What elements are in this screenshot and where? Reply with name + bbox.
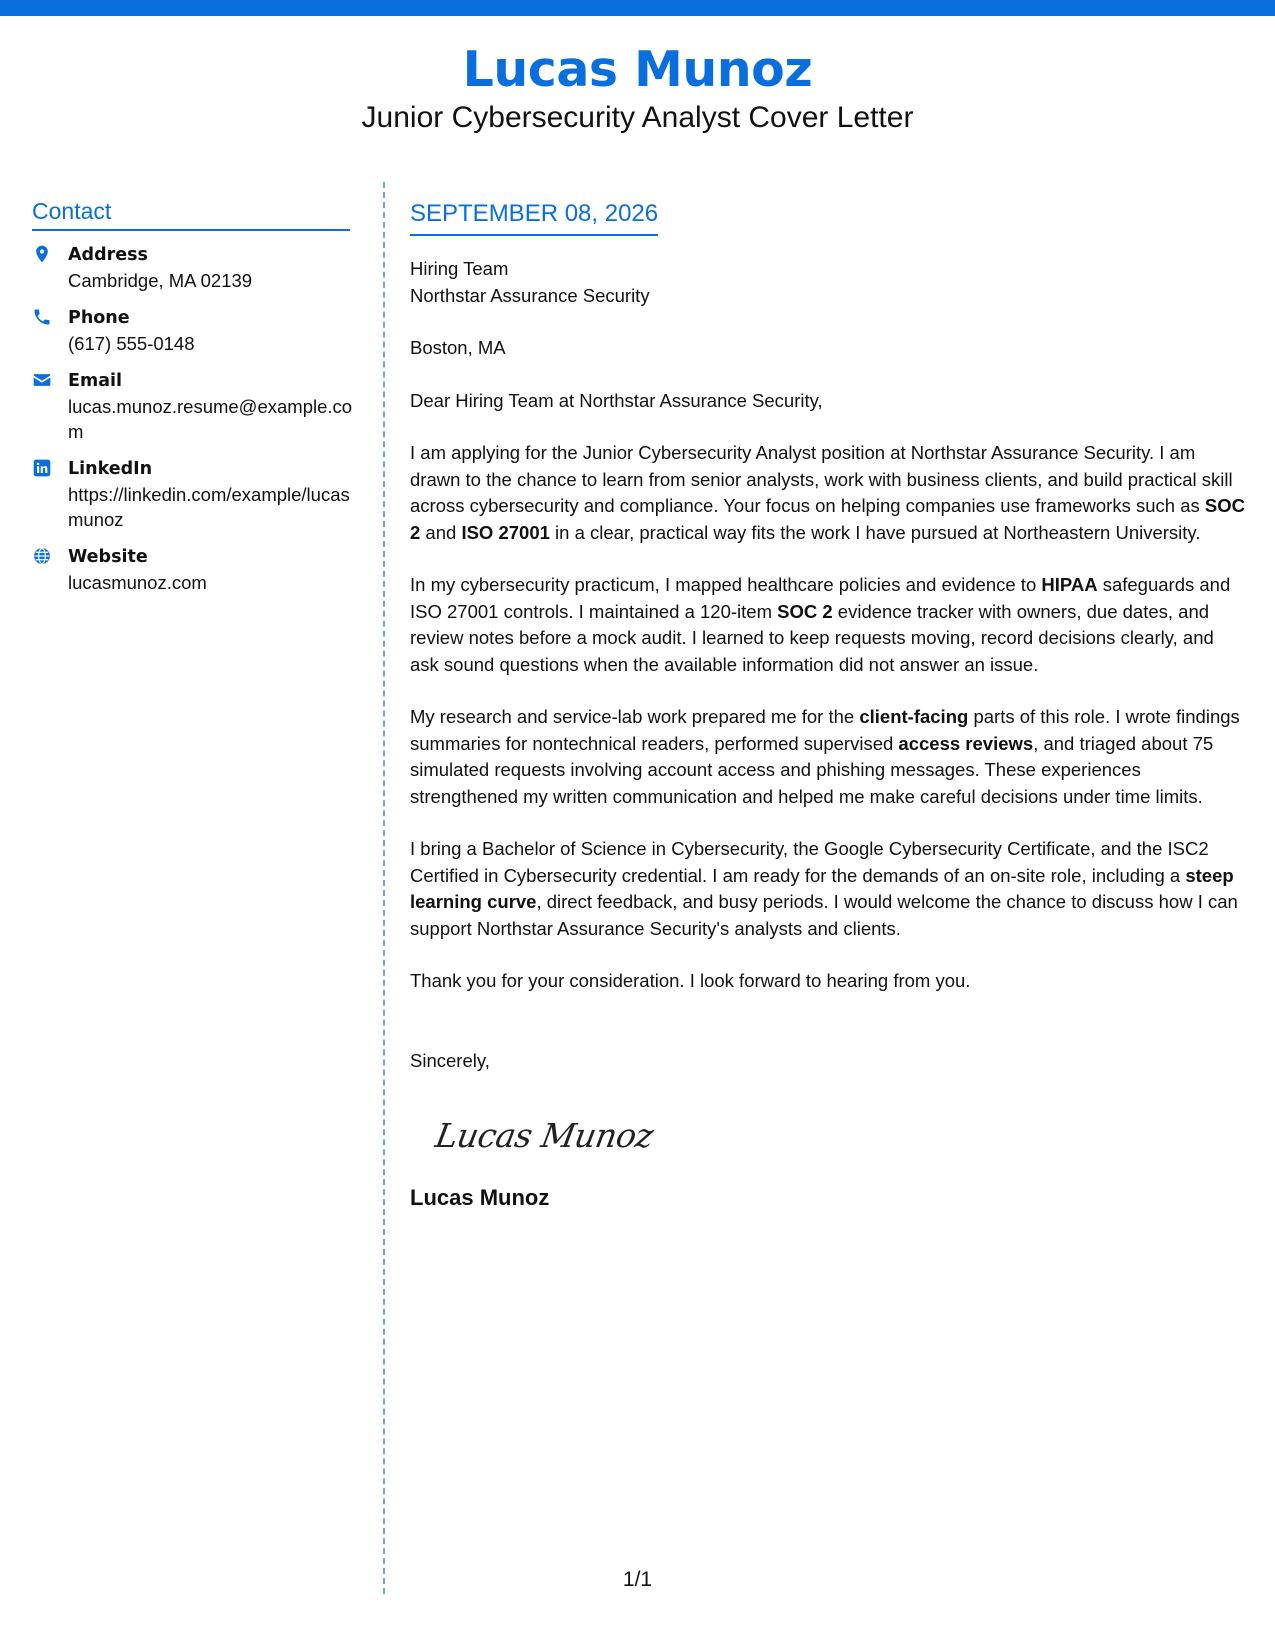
paragraph: I bring a Bachelor of Science in Cybersecurity, the Google Cybersecurity Certificate, and the ISC2 Certified in Cybersecurity credential. I am ready for the demands of an on-site role, including a steep learning curve, direct feedback, and busy periods. I would welcome the chance to discuss how I can support Northstar Assurance Security's analysts and clients. bbox=[410, 838, 1238, 939]
printed-name: Lucas Munoz bbox=[410, 1185, 550, 1210]
column-divider bbox=[383, 182, 385, 1594]
page-number: 1/1 bbox=[622, 1568, 653, 1591]
contact-item-email bbox=[32, 369, 352, 444]
recipient-line: Hiring Team bbox=[410, 258, 509, 279]
contact-sidebar bbox=[32, 196, 352, 608]
paragraph: I am applying for the Junior Cybersecurity Analyst position at Northstar Assurance Security. I am drawn to the chance to learn from senior analysts, work with business clients, and build practical skill across cybersecurity and compliance. Your focus on helping companies use frameworks such as SOC 2 and ISO 27001 in a clear, practical way fits the work I have pursued at Northeastern University. bbox=[410, 442, 1245, 543]
contact-item-address bbox=[32, 243, 352, 293]
paragraph: Thank you for your consideration. I look forward to hearing from you. bbox=[410, 970, 971, 991]
paragraph: My research and service-lab work prepared me for the client-facing parts of this role. I wrote findings summaries for nontechnical readers, performed supervised access reviews, and triaged about 75 simulated requests involving account access and phishing messages. These experiences strengthened my written communication and helped me make careful decisions under time limits. bbox=[410, 706, 1240, 807]
letter-date: SEPTEMBER 08, 2026 bbox=[410, 198, 658, 236]
contact-value[interactable]: https://linkedin.com/example/lucasmunoz bbox=[68, 484, 350, 530]
handwritten-signature: Lucas Munoz bbox=[432, 1116, 657, 1155]
letter-body bbox=[410, 198, 1245, 1211]
header bbox=[0, 40, 1275, 138]
contact-value[interactable]: lucas.munoz.resume@example.com bbox=[68, 396, 353, 442]
email-icon bbox=[32, 369, 68, 444]
contact-value: (617) 555-0148 bbox=[68, 333, 195, 354]
contact-label: LinkedIn bbox=[68, 459, 153, 479]
salutation: Dear Hiring Team at Northstar Assurance Security, bbox=[410, 389, 823, 411]
top-accent-bar bbox=[0, 0, 1275, 16]
contact-label: Address bbox=[68, 245, 148, 265]
phone-icon bbox=[32, 306, 68, 356]
contact-label: Phone bbox=[68, 308, 130, 328]
contact-item-website bbox=[32, 545, 352, 595]
document-subtitle: Junior Cybersecurity Analyst Cover Letter bbox=[361, 101, 914, 134]
location-pin-icon bbox=[32, 243, 68, 293]
linkedin-icon bbox=[32, 457, 68, 532]
contact-heading: Contact bbox=[32, 196, 350, 231]
recipient-block bbox=[410, 256, 1245, 362]
contact-item-phone bbox=[32, 306, 352, 356]
recipient-line: Northstar Assurance Security bbox=[410, 284, 650, 306]
recipient-city: Boston, MA bbox=[410, 337, 506, 358]
closing: Sincerely, bbox=[410, 1049, 490, 1071]
contact-value[interactable]: lucasmunoz.com bbox=[68, 572, 207, 593]
contact-item-linkedin bbox=[32, 457, 352, 532]
contact-value: Cambridge, MA 02139 bbox=[68, 270, 253, 291]
paragraph: In my cybersecurity practicum, I mapped healthcare policies and evidence to HIPAA safeguards and ISO 27001 controls. I maintained a 120-item SOC 2 evidence tracker with owners, due dates, and review notes before a mock audit. I learned to keep requests moving, record decisions clearly, and ask sound questions when the available information did not answer an issue. bbox=[410, 574, 1231, 675]
contact-list bbox=[32, 243, 352, 595]
contact-label: Website bbox=[68, 547, 148, 567]
contact-label: Email bbox=[68, 371, 122, 391]
applicant-name: Lucas Munoz bbox=[462, 41, 813, 98]
globe-icon bbox=[32, 545, 68, 595]
